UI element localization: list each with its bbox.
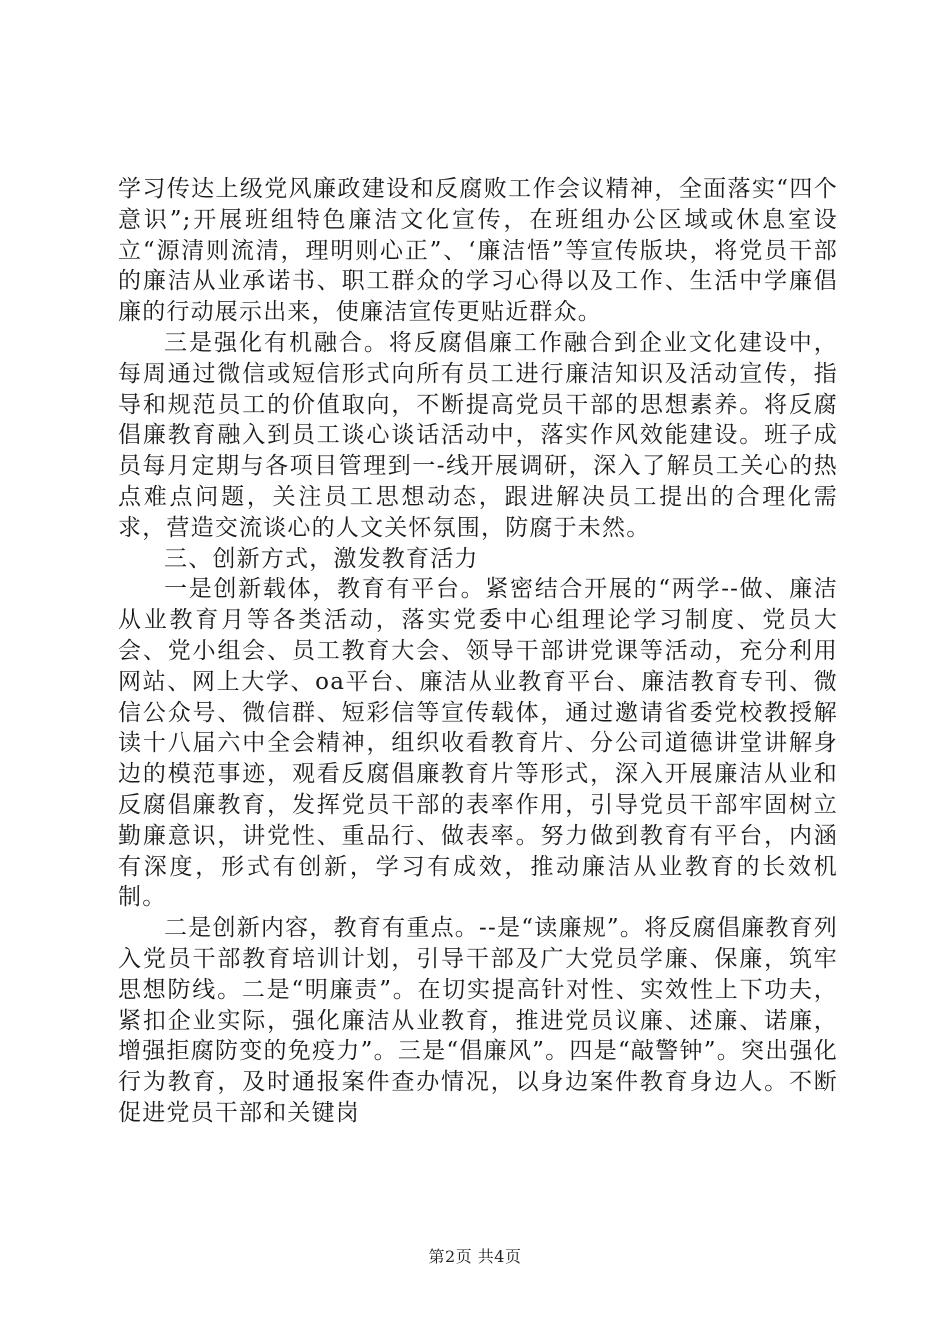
paragraph-4: 二是创新内容，教育有重点。--是“读廉规”。将反腐倡廉教育列入党员干部教育培训计划，引导干部及广大党员学廉、保廉，筑牢思想防线。二是“明廉责”。在切实提高针对性、实效性上下功夫，紧扣企业实际，强化廉洁从业教育，推进党员议廉、述廉、诺廉，增强拒腐防变的免疫力”。三是“倡廉风”。四是“敲警钟”。突出强化行为教育，及时通报案件查办情况，以身边案件教育身边人。不断促进党员干部和关键岗 — [118, 915, 838, 1126]
page-footer: 第2页 共4页 — [428, 1247, 522, 1266]
document-body — [118, 174, 838, 1129]
paragraph-2: 三是强化有机融合。将反腐倡廉工作融合到企业文化建设中，每周通过微信或短信形式向所有员工进行廉洁知识及活动宣传，指导和规范员工的价值取向，不断提高党员干部的思想素养。将反腐倡廉教育融入到员工谈心谈话活动中，落实作风效能建设。班子成员每月定期与各项目管理到一-线开展调研，深入了解员工关心的热点难点问题，关注员工思想动态，跟进解决员工提出的合理化需求，营造交流谈心的人文关怀氛围，防腐于未然。 — [118, 329, 838, 541]
paragraph-3: 一是创新载体，教育有平台。紧密结合开展的“两学--做、廉洁从业教育月等各类活动，落实党委中心组理论学习制度、党员大会、党小组会、员工教育大会、领导干部讲党课等活动，充分利用网站、网上大学、oa平台、廉洁从业教育平台、廉洁教育专刊、微信公众号、微信群、短彩信等宣传载体，通过邀请省委党校教授解读十八届六中全会精神，组织收看教育片、分公司道德讲堂讲解身边的模范事迹，观看反腐倡廉教育片等形式，深入开展廉洁从业和反腐倡廉教育，发挥党员干部的表率作用，引导党员干部牢固树立勤廉意识，讲党性、重品行、做表率。努力做到教育有平台，内涵有深度，形式有创新，学习有成效，推动廉洁从业教育的长效机制。 — [118, 576, 838, 911]
paragraph-1: 学习传达上级党风廉政建设和反腐败工作会议精神，全面落实“四个意识”;开展班组特色廉洁文化宣传，在班组办公区域或休息室设立“源清则流清，理明则心正”、‘廉洁悟”等宣传版块，将党员干部的廉洁从业承诺书、职工群众的学习心得以及工作、生活中学廉倡廉的行动展示出来，使廉洁宣传更贴近群众。 — [118, 176, 838, 326]
section-heading: 三、创新方式，激发教育活力 — [164, 545, 479, 572]
